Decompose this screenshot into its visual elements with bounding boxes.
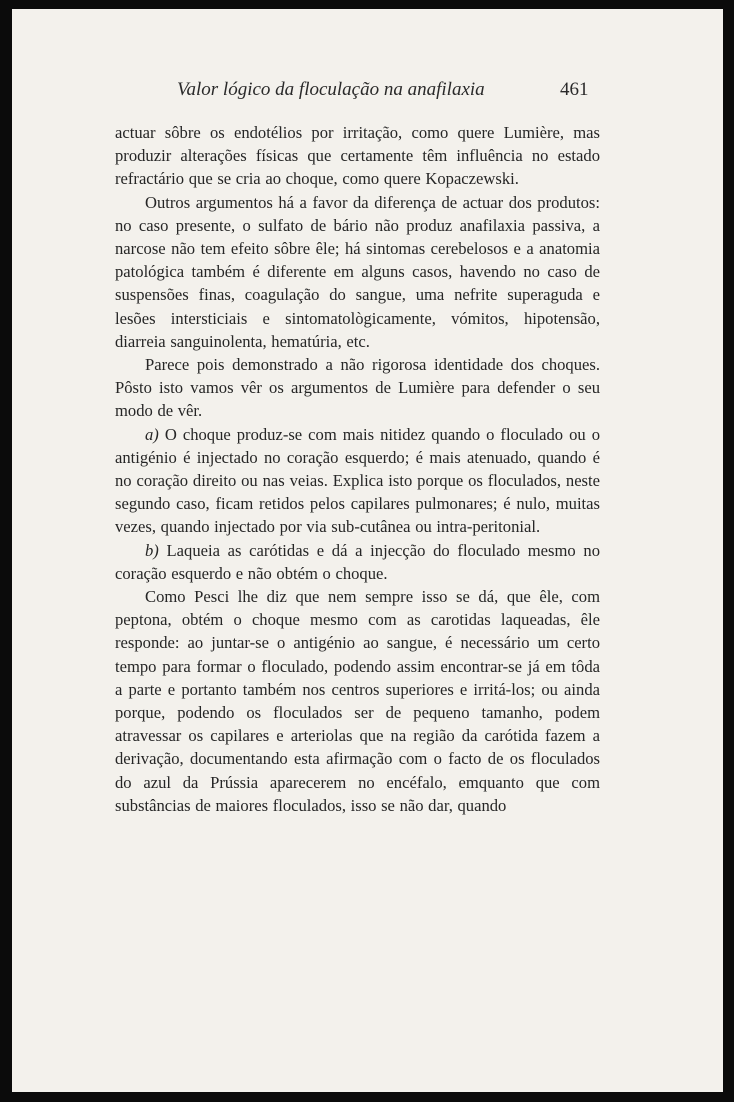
paragraph-6 [115, 585, 600, 817]
paragraph-5 [115, 539, 600, 585]
paragraph-text: Laqueia as carótidas e dá a injecção do floculado mesmo no coração esquerdo e não obtém o choque. [115, 540, 600, 583]
item-label-a: a) [145, 424, 159, 444]
paragraph-1 [115, 121, 600, 191]
paragraph-3 [115, 353, 600, 423]
paragraph-text: O choque produz-se com mais nitidez quando o floculado ou o antigénio é injectado no coração esquerdo; é mais atenuado, quando é no coração direito ou nas veias. Explica isto porque os floculados, neste segundo caso, ficam retidos pelos capilares pulmonares; é nulo, muitas vezes, quando injectado por via sub-cutânea ou intra-peritonial. [115, 424, 600, 537]
page-header [12, 79, 723, 109]
paragraph-2 [115, 191, 600, 353]
running-title: Valor lógico da floculação na anafilaxia [177, 79, 485, 100]
paragraph-4 [115, 423, 600, 539]
body-text [115, 121, 600, 817]
paragraph-text: actuar sôbre os endotélios por irritação, como quere Lumière, mas produzir alterações físicas que certamente têm influência no estado refractário que se cria ao choque, como quere Kopaczewski. [115, 123, 600, 189]
page-number: 461 [560, 79, 589, 100]
paragraph-text: Parece pois demonstrado a não rigorosa identidade dos choques. Pôsto isto vamos vêr os argumentos de Lumière para defender o seu modo de vêr. [115, 355, 600, 421]
item-label-b: b) [145, 540, 159, 560]
paragraph-text: Como Pesci lhe diz que nem sempre isso se dá, que êle, com peptona, obtém o choque mesmo com as carotidas laqueadas, êle responde: ao juntar-se o antigénio ao sangue, é necessário um certo tempo para formar o floculado, podendo assim encontrar-se já em tôda a parte e portanto também nos centros superiores e irritá-los; ou ainda porque, podendo os floculados ser de pequeno tamanho, podem atravessar os capilares e arteriolas que na região da carótida fazem a derivação, documentando esta afirmação com o facto de os floculados do azul da Prússia aparecerem no encéfalo, emquanto que com substâncias de maiores floculados, isso se não dar, quando [115, 587, 600, 815]
book-page [12, 9, 723, 1092]
paragraph-text: Outros argumentos há a favor da diferença de actuar dos produtos: no caso presente, o sulfato de bário não produz anafilaxia passiva, a narcose não tem efeito sôbre êle; há sintomas cerebelosos e a anatomia patológica também é diferente em alguns casos, havendo no caso de suspensões finas, coagulação do sangue, uma nefrite superaguda e lesões intersticiais e sintomatològicamente, vómitos, hipotensão, diarreia sanguinolenta, hematúria, etc. [115, 192, 600, 351]
